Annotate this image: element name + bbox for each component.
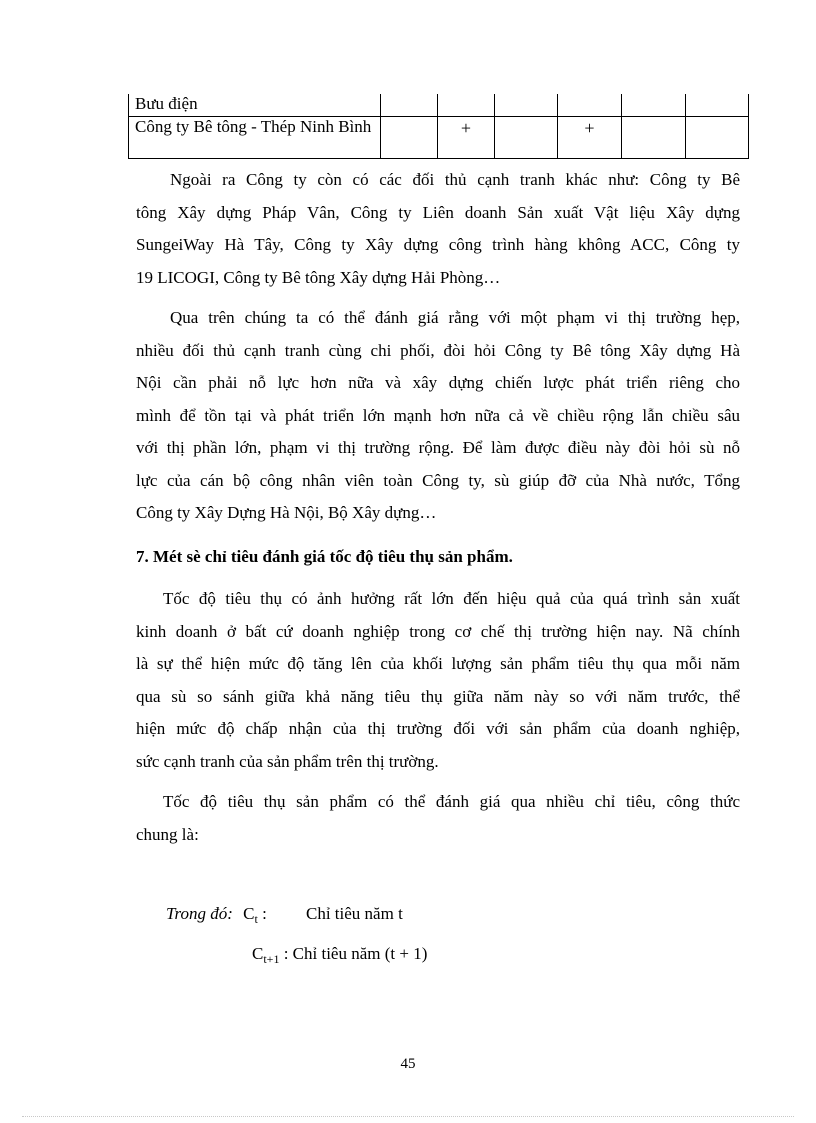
table-cell-company: Công ty Bê tông - Thép Ninh Bình (129, 117, 381, 159)
text-line: Công ty Xây Dựng Hà Nội, Bộ Xây dựng… (136, 503, 437, 522)
table-cell-mark (495, 94, 558, 117)
text-line: mình để tồn tại và phát triển lớn mạnh hơn nữa cả về chiều rộng lẫn chiều sâu (136, 405, 740, 425)
text-line: Nội cần phải nỗ lực hơn nữa và xây dựng chiến lược phát triển riêng cho (136, 373, 740, 392)
footer-divider (22, 1116, 794, 1117)
table-cell-mark (622, 117, 686, 159)
paragraph-formula-intro (136, 786, 740, 851)
formula-symbol: C (252, 944, 264, 963)
text-line: kinh doanh ở bất cứ doanh nghiệp trong cơ chế thị trường hiện nay. Nã chính (136, 621, 740, 641)
formula-legend-line-2 (252, 944, 427, 969)
table-cell-mark: + (558, 117, 622, 159)
formula-subscript: t+1 (263, 952, 280, 966)
table-cell-mark (686, 94, 749, 117)
table-cell-mark (438, 94, 495, 117)
page-number: 45 (400, 1056, 416, 1072)
text-line: Tốc độ tiêu thụ có ảnh hưởng rất lớn đến hiệu quả của quá trình sản xuất (163, 589, 740, 608)
table-cell-mark (495, 117, 558, 159)
paragraph-other-competitors (136, 164, 740, 294)
text-line: với thị phần lớn, phạm vi thị trường rộng. Để làm được điều này đòi hỏi sù nỗ (136, 438, 740, 457)
table-cell-mark (381, 117, 438, 159)
text-line: hiện mức độ chấp nhận của thị trường đối với sản phẩm của doanh nghiệp, (136, 719, 740, 738)
text-line: 19 LICOGI, Công ty Bê tông Xây dựng Hải Phòng… (136, 267, 501, 287)
text-line: tông Xây dựng Pháp Vân, Công ty Liên doanh Sản xuất Vật liệu Xây dựng (136, 202, 740, 222)
text-line: chung là: (136, 824, 199, 844)
formula-label: Trong đó: (166, 904, 233, 923)
text-line: là sự thể hiện mức độ tăng lên của khối lượng sản phẩm tiêu thụ qua mỗi năm (136, 654, 740, 673)
paragraph-sales-speed (136, 583, 740, 778)
text-line: Tốc độ tiêu thụ sản phẩm có thể đánh giá qua nhiều chỉ tiêu, công thức (163, 792, 740, 811)
text-line: Ngoài ra Công ty còn có các đối thủ cạnh tranh khác như: Công ty Bê (170, 170, 740, 189)
text-line: lực của cán bộ công nhân viên toàn Công ty, sù giúp đỡ của Nhà nước, Tổng (136, 470, 740, 490)
formula-desc-2: : Chỉ tiêu năm (t + 1) (283, 944, 428, 963)
table-cell-mark (686, 117, 749, 159)
formula-desc-1: Chỉ tiêu năm t (306, 904, 403, 923)
formula-symbol: C (243, 904, 255, 923)
formula-colon: : (262, 904, 267, 923)
table-cell-mark (558, 94, 622, 117)
table-cell-mark (381, 94, 438, 117)
text-line: nhiều đối thủ cạnh tranh cùng chi phối, đòi hỏi Công ty Bê tông Xây dựng Hà (136, 340, 740, 360)
text-line: SungeiWay Hà Tây, Công ty Xây dựng công trình hàng không ACC, Công ty (136, 235, 740, 254)
table-cell-company: Bưu điện (129, 94, 381, 117)
paragraph-assessment (136, 302, 740, 530)
competitor-table (128, 94, 749, 159)
formula-subscript: t (254, 912, 258, 926)
section-heading: 7. Mét sè chỉ tiêu đánh giá tốc độ tiêu thụ sản phẩm. (136, 547, 513, 566)
table-cell-mark (622, 94, 686, 117)
text-line: Qua trên chúng ta có thể đánh giá rằng với một phạm vi thị trường hẹp, (170, 308, 740, 327)
table-cell-mark: + (438, 117, 495, 159)
formula-legend-line-1 (166, 904, 267, 929)
text-line: qua sù so sánh giữa khả năng tiêu thụ giữa năm này so với năm trước, thể (136, 686, 740, 706)
table-row (129, 94, 749, 117)
table-row (129, 117, 749, 159)
text-line: sức cạnh tranh của sản phẩm trên thị trường. (136, 751, 439, 771)
